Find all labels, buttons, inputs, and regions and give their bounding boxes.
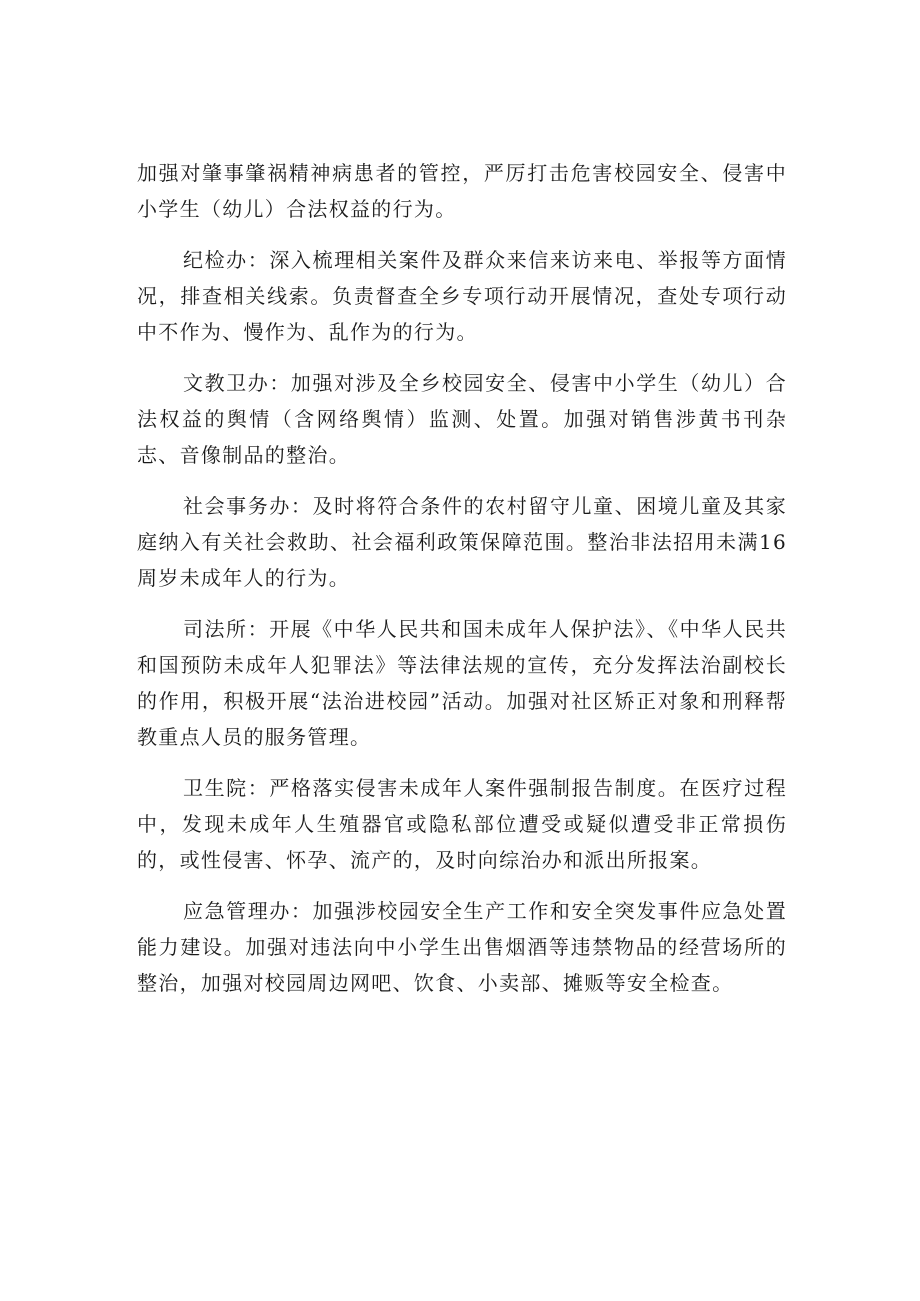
- paragraph-health-center: 卫生院：严格落实侵害未成年人案件强制报告制度。在医疗过程中，发现未成年人生殖器官或隐私部位遭受或疑似遭受非正常损伤的，或性侵害、怀孕、流产的，及时向综治办和派出所报案。: [137, 776, 787, 872]
- paragraph-judicial-office: 司法所：开展《中华人民共和国未成年人保护法》、《中华人民共和国预防未成年人犯罪法》等法律法规的宣传，充分发挥法治副校长的作用，积极开展“法治进校园”活动。加强对社区矫正对象和刑释帮教重点人员的服务管理。: [137, 617, 787, 749]
- paragraph-culture-education-health-office: 文教卫办：加强对涉及全乡校园安全、侵害中小学生（幼儿）合法权益的舆情（含网络舆情）监测、处置。加强对销售涉黄书刊杂志、音像制品的整治。: [137, 371, 787, 467]
- paragraph-discipline-office: 纪检办：深入梳理相关案件及群众来信来访来电、举报等方面情况，排查相关线索。负责督查全乡专项行动开展情况，查处专项行动中不作为、慢作为、乱作为的行为。: [137, 248, 787, 344]
- paragraph-continuation: 加强对肇事肇祸精神病患者的管控，严厉打击危害校园安全、侵害中小学生（幼儿）合法权益的行为。: [137, 161, 787, 221]
- paragraph-social-affairs-office: 社会事务办：及时将符合条件的农村留守儿童、困境儿童及其家庭纳入有关社会救助、社会福利政策保障范围。整治非法招用未满16周岁未成年人的行为。: [137, 494, 787, 590]
- paragraph-emergency-management-office: 应急管理办：加强涉校园安全生产工作和安全突发事件应急处置能力建设。加强对违法向中小学生出售烟酒等违禁物品的经营场所的整治，加强对校园周边网吧、饮食、小卖部、摊贩等安全检查。: [137, 899, 787, 995]
- document-body: [137, 155, 787, 1016]
